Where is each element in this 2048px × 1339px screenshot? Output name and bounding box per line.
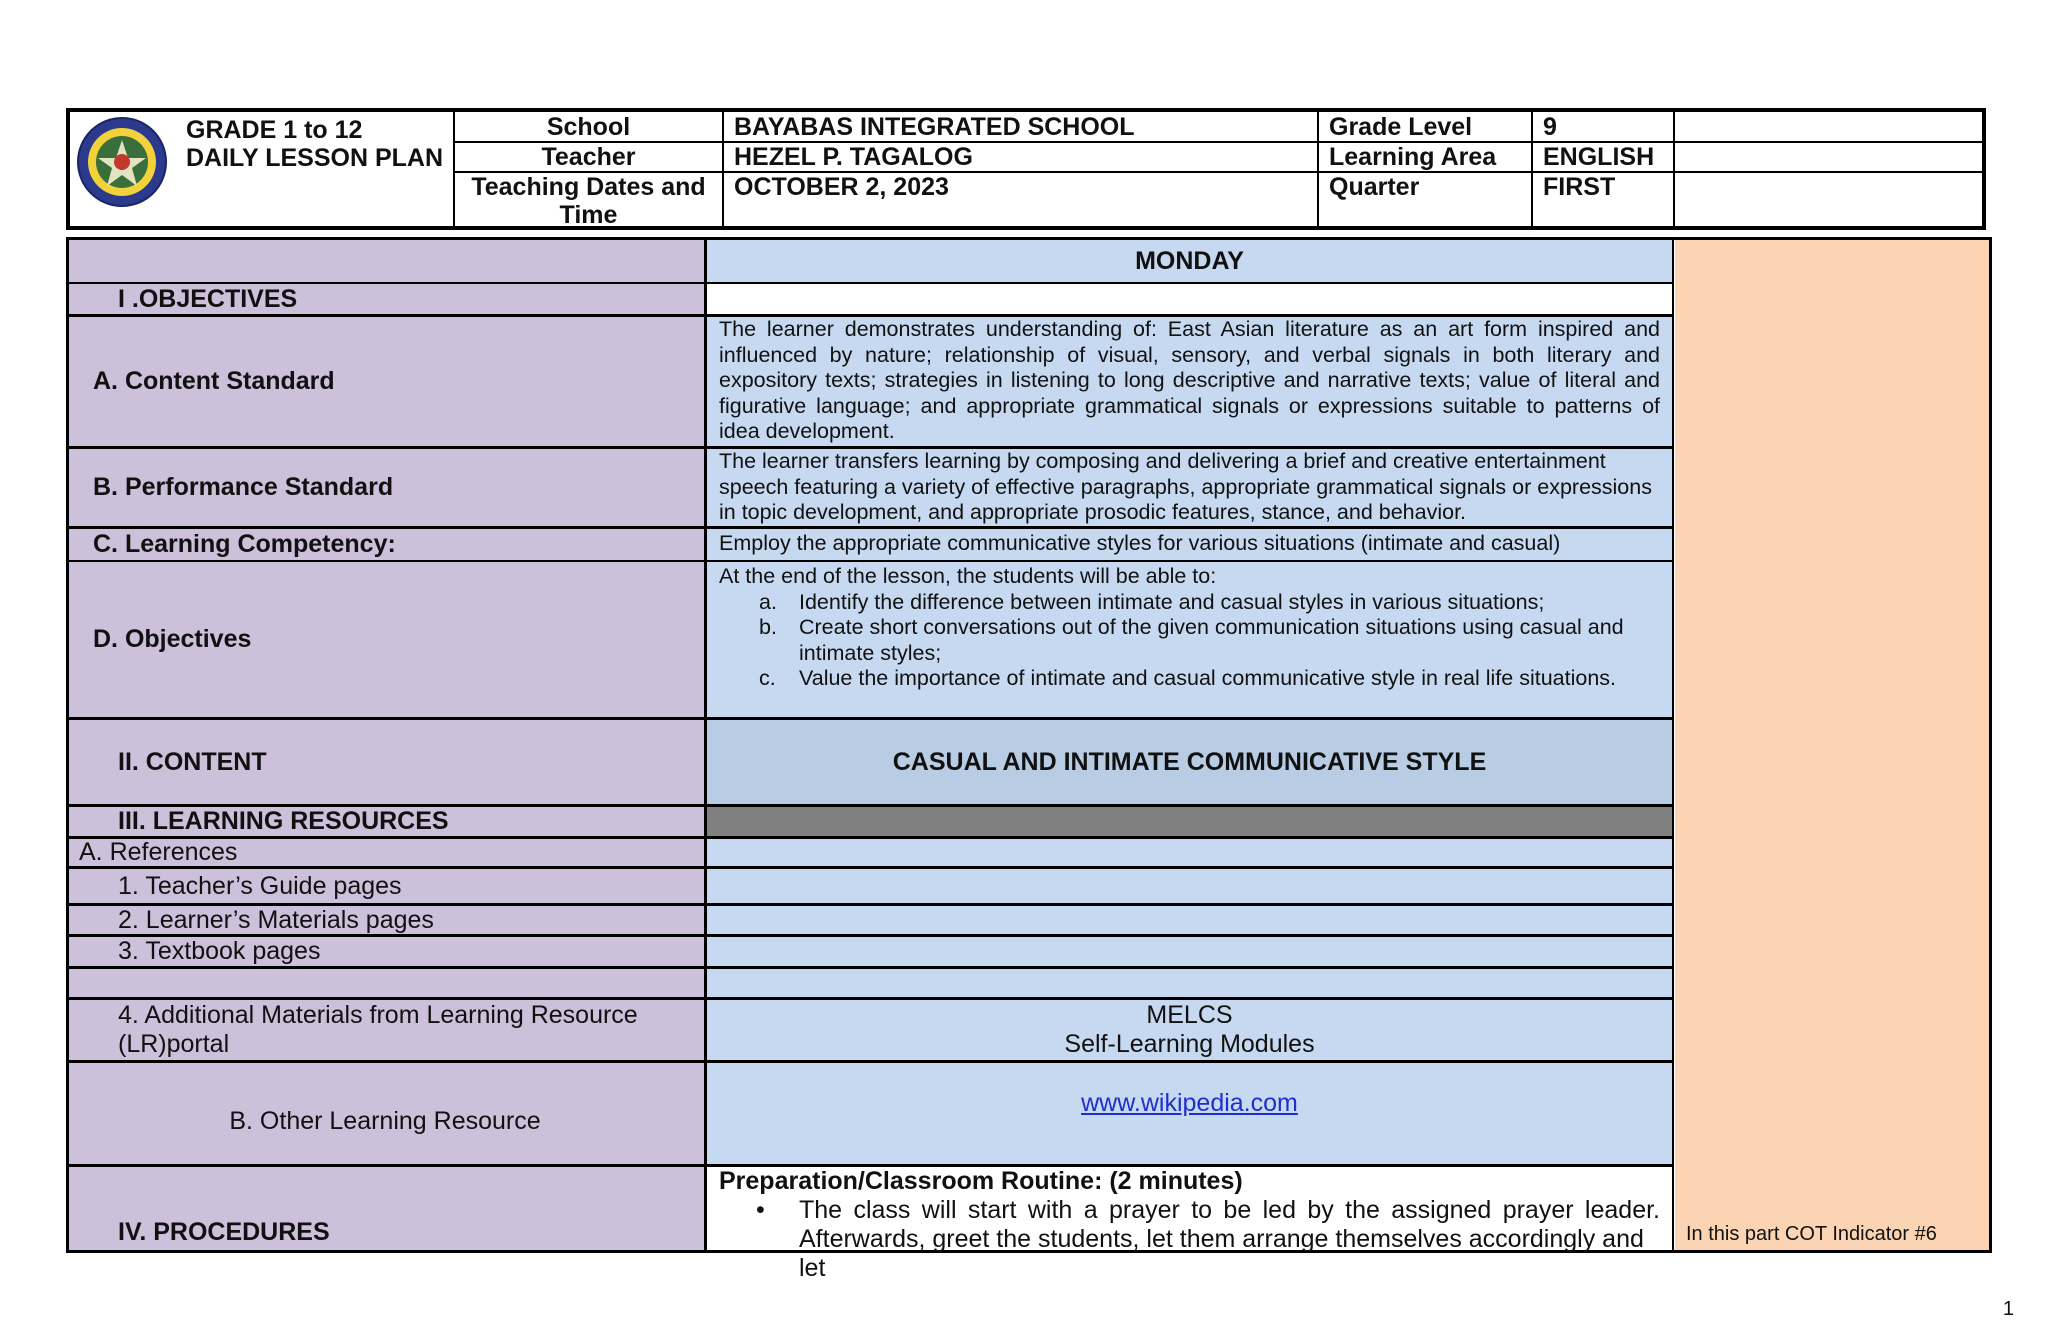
procedures-label: IV. PROCEDURES	[118, 1217, 330, 1246]
grade-level-value: 9	[1543, 113, 1557, 141]
procedures-heading: Preparation/Classroom Routine: (2 minutes)	[719, 1167, 1243, 1195]
day-header: MONDAY	[1135, 246, 1244, 275]
objectives-list	[719, 590, 1660, 692]
procedure-bullet-continued: Afterwards, greet the students, let them arrange themselves accordingly and let	[799, 1225, 1644, 1282]
quarter-label: Quarter	[1329, 173, 1420, 201]
references-label: A. References	[79, 838, 238, 866]
other-resource-value	[707, 1063, 1672, 1143]
bullet-icon: •	[756, 1196, 765, 1224]
quarter-value: FIRST	[1543, 173, 1616, 201]
teaching-dates-value: OCTOBER 2, 2023	[734, 173, 949, 201]
lesson-plan-title-line2: DAILY LESSON PLAN	[186, 144, 443, 172]
objective-item: b. Create short conversations out of the given communication situations using casual and intimate styles;	[759, 615, 1624, 665]
learning-competency-label: C. Learning Competency:	[93, 530, 396, 558]
school-value: BAYABAS INTEGRATED SCHOOL	[734, 113, 1135, 141]
procedures-block	[719, 1167, 1660, 1283]
other-resource-label: B. Other Learning Resource	[229, 1107, 541, 1135]
content-standard-text: The learner demonstrates understanding of: East Asian literature as an art form inspired and influenced by nature; relationship of visual, sensory, and verbal signals in both literary and expository texts; strategies in listening to long descriptive and narrative texts; value of literal and figurative language; and appropriate grammatical signals or expressions suitable to patterns of idea development.	[719, 317, 1660, 443]
content-title: CASUAL AND INTIMATE COMMUNICATIVE STYLE	[892, 747, 1487, 776]
procedure-bullet: • The class will start with a prayer to be led by the assigned prayer leader.	[756, 1196, 1660, 1224]
lesson-plan-table	[66, 237, 1992, 1282]
cot-indicator-note: In this part COT Indicator #6	[1686, 1222, 1937, 1245]
deped-seal-icon	[76, 116, 168, 208]
textbook-label: 3. Textbook pages	[118, 937, 321, 965]
performance-standard-label: B. Performance Standard	[93, 473, 394, 501]
resources-gray-bar	[707, 807, 1674, 837]
learning-competency-text: Employ the appropriate communicative styles for various situations (intimate and casual)	[719, 531, 1561, 555]
teachers-guide-label: 1. Teacher’s Guide pages	[118, 871, 402, 900]
learning-area-value: ENGLISH	[1543, 143, 1655, 171]
objectives-label: D. Objectives	[93, 625, 252, 653]
grade-level-label: Grade Level	[1329, 113, 1473, 141]
learners-materials-label: 2. Learner’s Materials pages	[118, 905, 434, 934]
learning-resources-heading: III. LEARNING RESOURCES	[118, 807, 449, 835]
objectives-block	[719, 564, 1660, 692]
objective-item: c. Value the importance of intimate and casual communicative style in real life situations.	[759, 666, 1617, 690]
learning-area-label: Learning Area	[1329, 143, 1497, 171]
objectives-intro: At the end of the lesson, the students will be able to:	[719, 564, 1217, 588]
page-number: 1	[2002, 1298, 2014, 1320]
school-label: School	[546, 113, 631, 141]
objective-item: a. Identify the difference between intimate and casual styles in various situations;	[759, 589, 1545, 614]
teaching-dates-label: Teaching Dates and Time	[471, 173, 706, 229]
objectives-heading: I .OBJECTIVES	[118, 284, 298, 313]
additional-materials-label: 4. Additional Materials from Learning Resource (LR)portal	[118, 1001, 638, 1058]
header-table	[66, 108, 1986, 230]
lesson-plan-title-line1: GRADE 1 to 12	[186, 116, 363, 144]
additional-materials-value: MELCS Self-Learning Modules	[1064, 1001, 1315, 1058]
wikipedia-link[interactable]: www.wikipedia.com	[1081, 1088, 1298, 1117]
teacher-label: Teacher	[541, 143, 636, 171]
content-label: II. CONTENT	[118, 747, 267, 776]
content-standard-label: A. Content Standard	[93, 367, 335, 395]
teacher-value: HEZEL P. TAGALOG	[734, 143, 973, 171]
performance-standard-text: The learner transfers learning by composing and delivering a brief and creative entertainment speech featuring a variety of effective paragraphs, appropriate grammatical signals or expressions in topic development, and appropriate prosodic features, stance, and behavior.	[719, 449, 1652, 524]
